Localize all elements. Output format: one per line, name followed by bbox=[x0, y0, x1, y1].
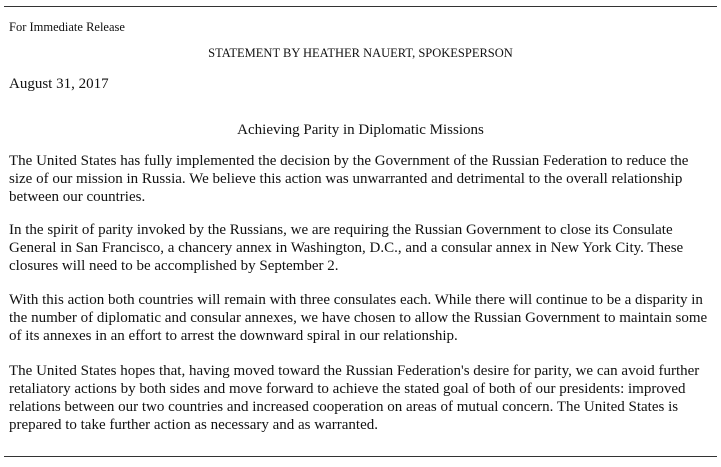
statement-byline: STATEMENT BY HEATHER NAUERT, SPOKESPERSON bbox=[208, 46, 513, 60]
release-date: August 31, 2017 bbox=[9, 76, 109, 92]
bottom-divider bbox=[4, 456, 717, 457]
release-label: For Immediate Release bbox=[9, 20, 125, 34]
document-title: Achieving Parity in Diplomatic Missions bbox=[237, 122, 484, 138]
paragraph-3: With this action both countries will remain with three consulates each. While there will continue to be a disparity in the number of diplomatic and consular annexes, we have chosen to allow the Russian Government to maintain some of its annexes in an effort to arrest the downward spiral in our relationship. bbox=[9, 292, 708, 344]
top-divider bbox=[4, 6, 717, 7]
paragraph-2: In the spirit of parity invoked by the Russians, we are requiring the Russian Government to close its Consulate General in San Francisco, a chancery annex in Washington, D.C., and a consular annex in New York City. These closures will need to be accomplished by September 2. bbox=[9, 222, 684, 274]
paragraph-4: The United States hopes that, having moved toward the Russian Federation's desire for parity, we can avoid further retaliatory actions by both sides and move forward to achieve the stated goal of both of our presidents: improved relations between our two countries and increased cooperation on areas of mutual concern. The United States is prepared to take further action as necessary and as warranted. bbox=[9, 363, 700, 433]
paragraph-1: The United States has fully implemented the decision by the Government of the Russian Federation to reduce the size of our mission in Russia. We believe this action was unwarranted and detrimental to the overall relationship between our countries. bbox=[9, 153, 689, 205]
